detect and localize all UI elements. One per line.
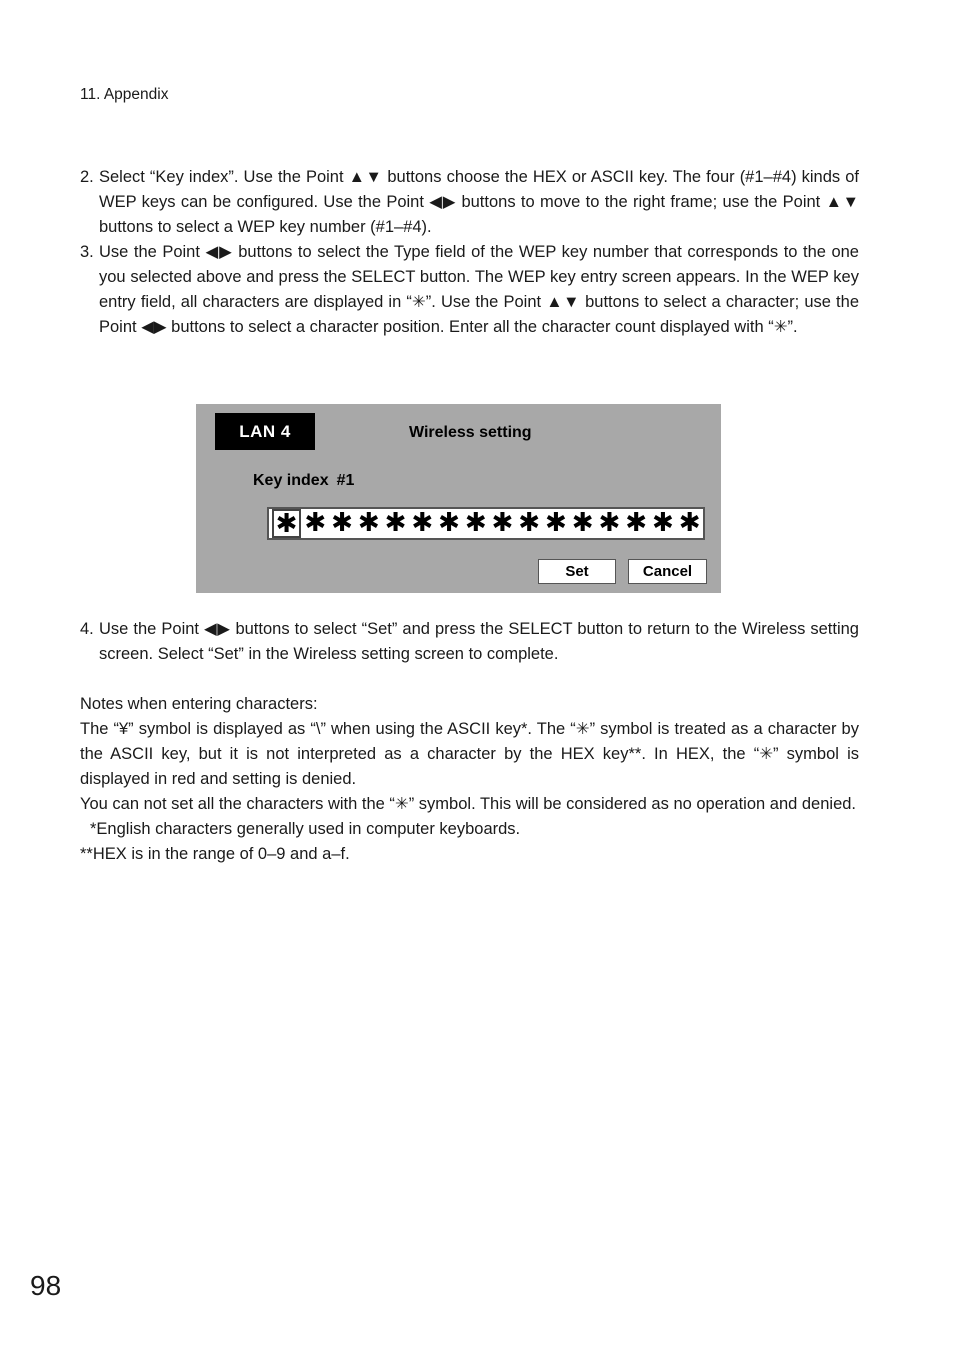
step-text: Select “Key index”. Use the Point ▲▼ buttons choose the HEX or ASCII key. The four (#1–#4) kinds of WEP keys can be configured. Use the Point ◀▶ buttons to move to the right frame; use the Point ▲▼ buttons to select a WEP key number (#1–#4). [99, 168, 859, 236]
notes-section [80, 692, 859, 867]
key-char[interactable]: ✱ [357, 508, 380, 538]
key-char-cursor[interactable]: ✱ [272, 509, 301, 538]
step-number: 3. [80, 243, 94, 261]
key-index-row [253, 472, 354, 490]
step-text: Use the Point ◀▶ buttons to select “Set” and press the SELECT button to return to the Wireless setting screen. Select “Set” in the Wireless setting screen to complete. [99, 620, 859, 663]
section-header: 11. Appendix [80, 86, 169, 103]
steps-list-b [80, 617, 859, 667]
menu-badge: LAN 4 [215, 413, 315, 450]
key-char[interactable]: ✱ [678, 508, 701, 538]
footnote: **HEX is in the range of 0–9 and a–f. [80, 845, 350, 863]
cancel-button[interactable]: Cancel [628, 559, 707, 584]
step-4 [80, 617, 859, 667]
key-char[interactable]: ✱ [545, 508, 567, 538]
key-char[interactable]: ✱ [518, 508, 541, 538]
key-char[interactable]: ✱ [438, 508, 460, 538]
steps-list-a [80, 165, 859, 340]
wep-key-entry-screen [196, 404, 721, 593]
key-char[interactable]: ✱ [651, 508, 674, 538]
screen-title: Wireless setting [409, 424, 532, 441]
key-char[interactable]: ✱ [491, 508, 514, 538]
set-button[interactable]: Set [538, 559, 616, 584]
key-char[interactable]: ✱ [464, 508, 487, 538]
notes-heading: Notes when entering characters: [80, 695, 318, 713]
footnote: *English characters generally used in computer keyboards. [90, 820, 521, 838]
key-char[interactable]: ✱ [331, 508, 353, 538]
notes-paragraph: You can not set all the characters with the “✳” symbol. This will be considered as no operation and denied. [80, 795, 857, 813]
key-char[interactable]: ✱ [384, 508, 407, 538]
key-char[interactable]: ✱ [571, 508, 594, 538]
notes-paragraph: The “¥” symbol is displayed as “\” when using the ASCII key*. The “✳” symbol is treated as a character by the ASCII key, but it is not interpreted as a character by the HEX key**. In HEX, the “✳” symbol is displayed in red and setting is denied. [80, 720, 859, 788]
key-char[interactable]: ✱ [304, 508, 327, 538]
key-index-label: Key index [253, 472, 329, 489]
step-text: Use the Point ◀▶ buttons to select the Type field of the WEP key number that corresponds to the one you selected above and press the SELECT button. The WEP key entry screen appears. In the WEP key entry field, all characters are displayed in “✳”. Use the Point ▲▼ buttons to select a character; use the Point ◀▶ buttons to select a character position. Enter all the character count displayed with “✳”. [99, 243, 859, 336]
key-char[interactable]: ✱ [411, 508, 434, 538]
step-number: 2. [80, 168, 94, 186]
key-char[interactable]: ✱ [598, 508, 621, 538]
page-number: 98 [30, 1270, 62, 1301]
wep-key-field[interactable] [267, 507, 705, 540]
step-2 [80, 165, 859, 240]
step-3 [80, 240, 859, 340]
key-char[interactable]: ✱ [625, 508, 648, 538]
step-number: 4. [80, 620, 94, 638]
key-index-value: #1 [336, 472, 355, 489]
